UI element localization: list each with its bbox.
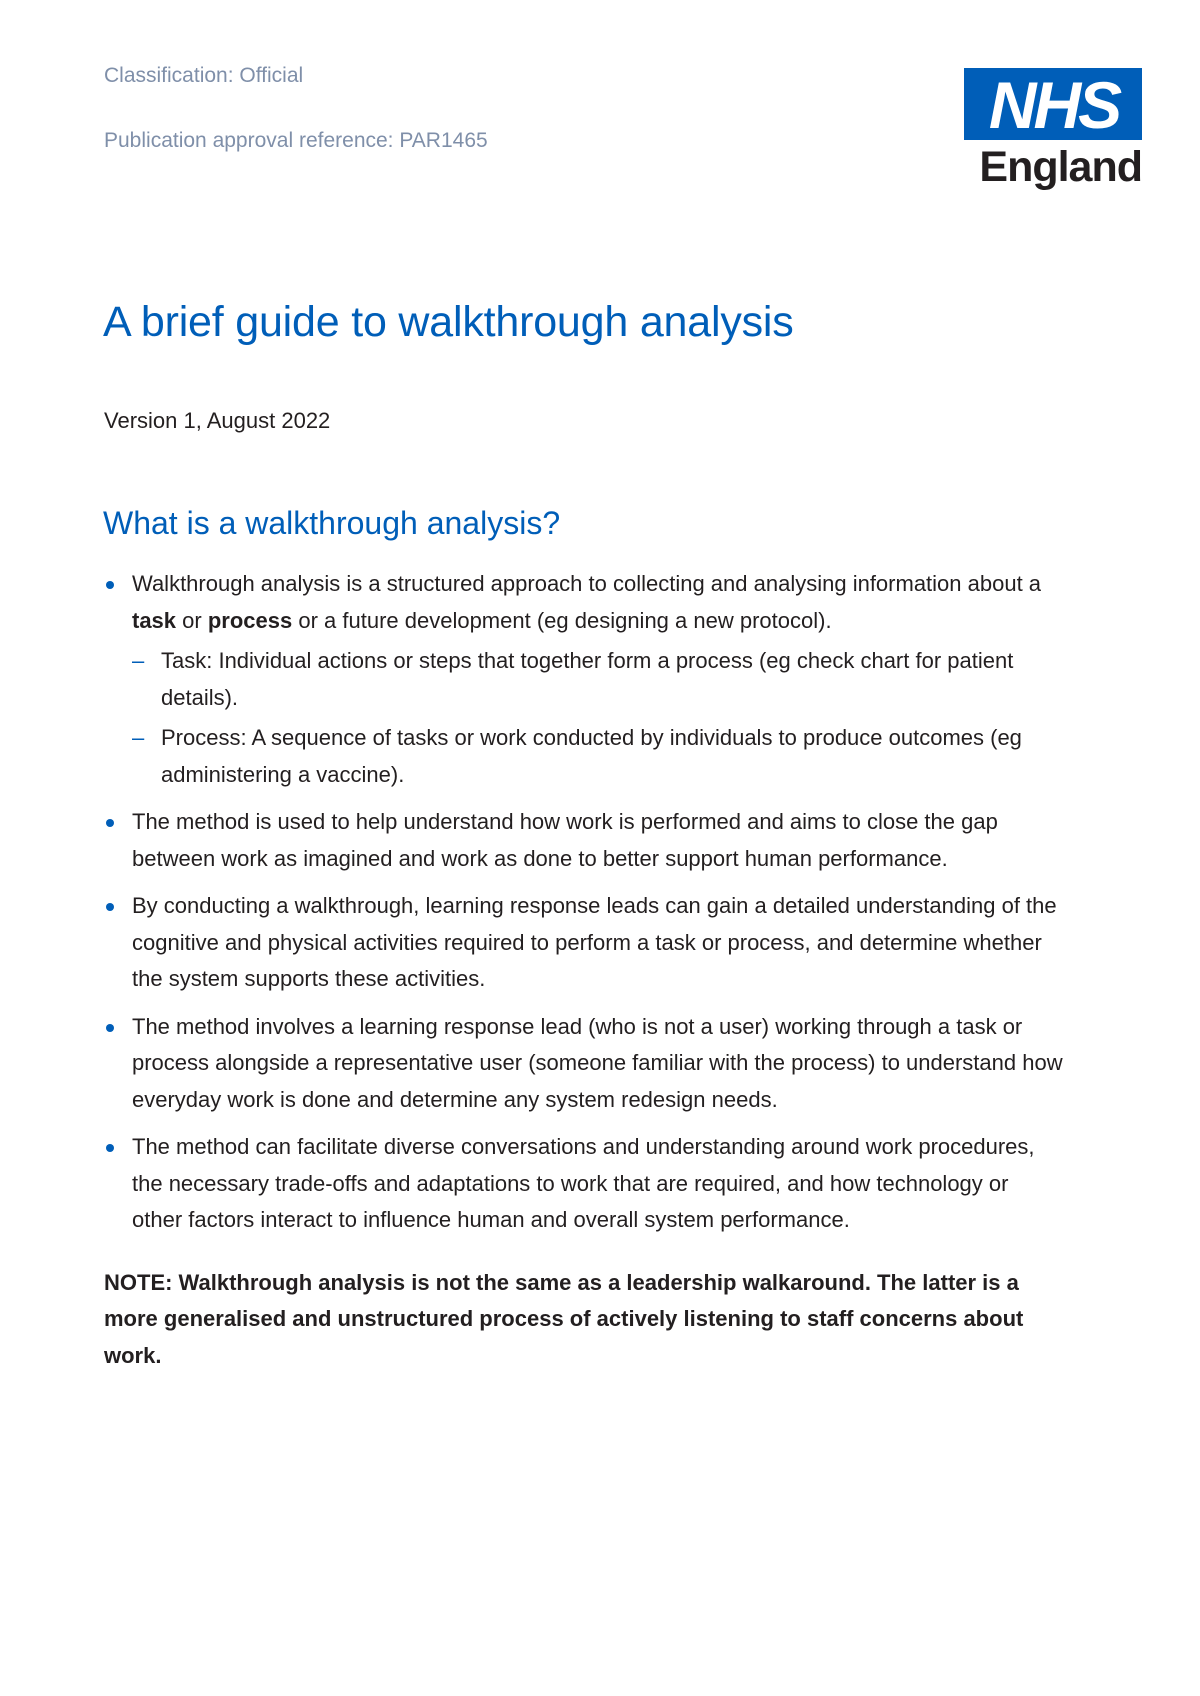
bullet-text: or a future development (eg designing a new protocol). xyxy=(292,607,832,633)
bullet-item: The method can facilitate diverse conversations and understanding around work procedures, the necessary trade-offs and adaptations to work that are required, and how technology or other factors interact to influence human and overall system performance. xyxy=(104,1129,1064,1239)
nhs-england-logo xyxy=(964,68,1142,189)
bullet-item: By conducting a walkthrough, learning response leads can gain a detailed understanding of the cognitive and physical activities required to perform a task or process, and determine whether the system supports these activities. xyxy=(104,888,1064,998)
sub-list-item: – Task: Individual actions or steps that together form a process (eg check chart for patient details). xyxy=(132,643,1064,716)
document-version: Version 1, August 2022 xyxy=(104,408,331,433)
nhs-logo-mark xyxy=(964,68,1142,140)
logo-org-name: England xyxy=(979,143,1142,191)
note-paragraph: NOTE: Walkthrough analysis is not the same as a leadership walkaround. The latter is a more generalised and unstructured process of actively listening to staff concerns about work. xyxy=(104,1269,1024,1368)
bold-term-process: process xyxy=(207,607,293,633)
bullet-item: The method is used to help understand how work is performed and aims to close the gap between work as imagined and work as done to better support human performance. xyxy=(104,804,1064,877)
bullet-text: Walkthrough analysis is a structured approach to collecting and analysing information about a xyxy=(132,571,1042,596)
bullet-text: or xyxy=(176,607,208,633)
bullet-list xyxy=(104,566,1064,1239)
bullet-item xyxy=(104,566,1064,793)
bullet-item: The method involves a learning response lead (who is not a user) working through a task or process alongside a representative user (someone familiar with the process) to understand how everyday work is done and determine any system redesign needs. xyxy=(104,1009,1064,1119)
nhs-logo-icon xyxy=(964,68,1142,140)
bold-term-task: task xyxy=(132,607,177,633)
sub-list-item: – Process: A sequence of tasks or work conducted by individuals to produce outcomes (eg administering a vaccine). xyxy=(132,720,1064,793)
publication-reference: Publication approval reference: PAR1465 xyxy=(104,129,488,152)
nhs-logo-text: NHS xyxy=(988,68,1120,140)
sub-list xyxy=(132,643,1064,793)
document-title: A brief guide to walkthrough analysis xyxy=(103,298,794,346)
section-content xyxy=(104,566,1064,1374)
classification-label: Classification: Official xyxy=(104,64,304,87)
section-heading: What is a walkthrough analysis? xyxy=(103,505,561,541)
